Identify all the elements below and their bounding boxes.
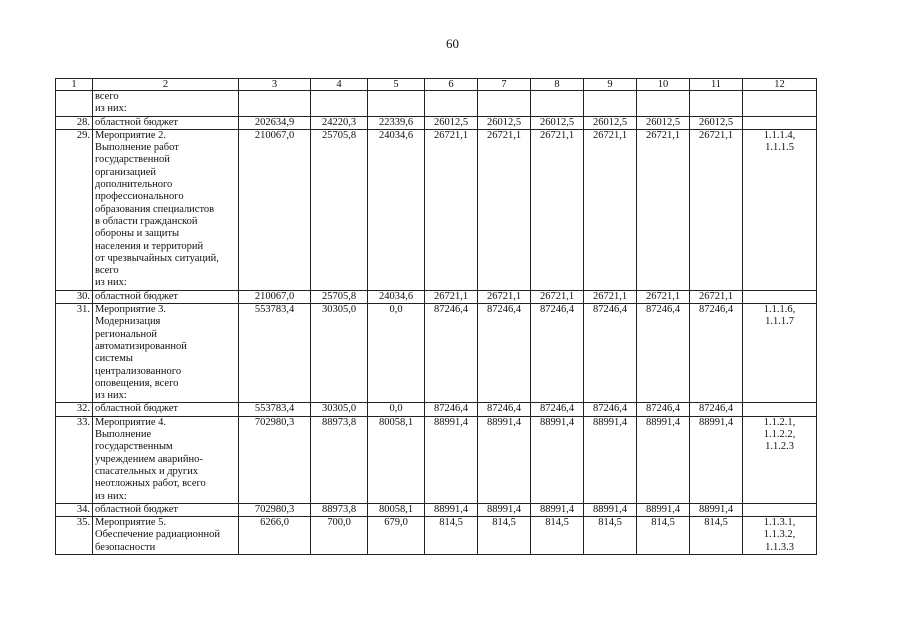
value-cell: 553783,4 (239, 403, 311, 416)
description-line: учреждением аварийно- (95, 453, 203, 465)
value-cell: 87246,4 (637, 403, 690, 416)
description-line: Мероприятие 5. (95, 517, 167, 529)
value-cell: 26721,1 (531, 290, 584, 303)
value-cell: 26721,1 (637, 129, 690, 290)
reference-cell (743, 416, 817, 503)
value-cell: 679,0 (368, 517, 425, 555)
value-cell: 814,5 (637, 517, 690, 555)
value-cell: 26721,1 (531, 129, 584, 290)
value-cell: 24220,3 (311, 116, 368, 129)
value-cell: 88991,4 (637, 416, 690, 503)
value-cell: 26721,1 (690, 290, 743, 303)
value-cell: 210067,0 (239, 129, 311, 290)
row-number: 35. (56, 517, 93, 555)
value-cell: 87246,4 (584, 304, 637, 403)
reference-line: 1.1.1.5 (765, 142, 794, 154)
description-line: областной бюджет (95, 116, 178, 128)
reference-line: 1.1.3.2, (763, 529, 796, 541)
table-row (56, 290, 817, 303)
description-line: профессионального (95, 191, 184, 203)
table-body (56, 91, 817, 555)
description-line: в области гражданской (95, 215, 198, 227)
value-cell: 88991,4 (531, 416, 584, 503)
value-cell: 87246,4 (637, 304, 690, 403)
row-description (93, 129, 239, 290)
description-line: всего (95, 265, 119, 277)
column-header: 1 (56, 79, 93, 91)
page-number: 60 (446, 36, 459, 51)
value-cell: 87246,4 (584, 403, 637, 416)
row-number: 33. (56, 416, 93, 503)
table-row (56, 304, 817, 403)
description-line: автоматизированной (95, 340, 187, 352)
header-row (56, 79, 817, 91)
value-cell: 26721,1 (425, 129, 478, 290)
value-cell: 553783,4 (239, 304, 311, 403)
description-line: спасательных и других (95, 465, 199, 477)
row-number: 28. (56, 116, 93, 129)
column-header: 6 (425, 79, 478, 91)
description-line: Мероприятие 3. (95, 304, 167, 316)
reference-cell (743, 503, 817, 516)
table-row (56, 403, 817, 416)
reference-line: 1.1.3.1, (763, 517, 796, 529)
row-description (93, 290, 239, 303)
row-number: 34. (56, 503, 93, 516)
row-number (56, 91, 93, 117)
description-line: безопасности (95, 541, 156, 553)
reference-cell (743, 517, 817, 555)
value-cell (368, 91, 425, 117)
description-line: государственной (95, 154, 170, 166)
description-line: региональной (95, 328, 157, 340)
description-line: образования специалистов (95, 203, 215, 215)
column-header: 4 (311, 79, 368, 91)
value-cell: 30305,0 (311, 304, 368, 403)
description-line: из них: (95, 277, 127, 289)
value-cell: 88991,4 (584, 503, 637, 516)
reference-cell (743, 304, 817, 403)
description-line: Выполнение работ (95, 142, 179, 154)
description-line: Выполнение (95, 429, 152, 441)
description-line: неотложных работ, всего (95, 478, 206, 490)
value-cell (584, 91, 637, 117)
reference-cell (743, 290, 817, 303)
value-cell: 26012,5 (584, 116, 637, 129)
value-cell (637, 91, 690, 117)
value-cell: 87246,4 (425, 304, 478, 403)
value-cell: 87246,4 (478, 304, 531, 403)
column-header: 9 (584, 79, 637, 91)
value-cell: 26012,5 (637, 116, 690, 129)
value-cell: 25705,8 (311, 129, 368, 290)
value-cell: 814,5 (584, 517, 637, 555)
value-cell: 88991,4 (690, 503, 743, 516)
row-number: 30. (56, 290, 93, 303)
value-cell: 700,0 (311, 517, 368, 555)
value-cell: 25705,8 (311, 290, 368, 303)
table-row (56, 416, 817, 503)
column-header: 12 (743, 79, 817, 91)
value-cell: 87246,4 (690, 304, 743, 403)
reference-line: 1.1.2.2, (763, 429, 796, 441)
row-description (93, 304, 239, 403)
row-description (93, 91, 239, 117)
value-cell: 702980,3 (239, 503, 311, 516)
row-description (93, 517, 239, 555)
reference-line: 1.1.1.7 (765, 316, 794, 328)
reference-cell (743, 403, 817, 416)
description-line: Модернизация (95, 316, 161, 328)
value-cell: 88991,4 (425, 416, 478, 503)
description-line: всего (95, 91, 119, 102)
row-number: 32. (56, 403, 93, 416)
value-cell (311, 91, 368, 117)
description-line: оповещения, всего (95, 377, 179, 389)
value-cell (239, 91, 311, 117)
row-description (93, 503, 239, 516)
description-line: организацией (95, 166, 157, 178)
value-cell: 26721,1 (478, 290, 531, 303)
value-cell: 88991,4 (478, 503, 531, 516)
description-line: областной бюджет (95, 290, 178, 302)
row-description (93, 116, 239, 129)
value-cell: 87246,4 (425, 403, 478, 416)
value-cell: 0,0 (368, 304, 425, 403)
budget-table (55, 78, 817, 555)
description-line: системы (95, 353, 133, 365)
column-header: 7 (478, 79, 531, 91)
value-cell: 88991,4 (425, 503, 478, 516)
description-line: централизованного (95, 365, 182, 377)
description-line: Мероприятие 2. (95, 129, 167, 141)
description-line: населения и территорий (95, 240, 204, 252)
description-line: из них: (95, 390, 127, 402)
row-number: 31. (56, 304, 93, 403)
table-row (56, 517, 817, 555)
description-line: Обеспечение радиационной (95, 529, 220, 541)
table-row (56, 503, 817, 516)
value-cell: 26721,1 (637, 290, 690, 303)
value-cell: 26721,1 (584, 129, 637, 290)
value-cell (690, 91, 743, 117)
value-cell: 814,5 (478, 517, 531, 555)
value-cell: 202634,9 (239, 116, 311, 129)
column-header: 2 (93, 79, 239, 91)
value-cell: 26012,5 (478, 116, 531, 129)
reference-line: 1.1.1.6, (763, 304, 796, 316)
description-line: областной бюджет (95, 403, 178, 415)
value-cell: 26012,5 (531, 116, 584, 129)
description-line: дополнительного (95, 179, 173, 191)
description-line: из них: (95, 490, 127, 502)
value-cell: 88973,8 (311, 416, 368, 503)
value-cell: 814,5 (690, 517, 743, 555)
value-cell: 88973,8 (311, 503, 368, 516)
value-cell: 26012,5 (690, 116, 743, 129)
value-cell: 24034,6 (368, 290, 425, 303)
reference-line: 1.1.2.3 (765, 441, 794, 453)
table-row (56, 129, 817, 290)
reference-line: 1.1.3.3 (765, 541, 794, 553)
description-line: Мероприятие 4. (95, 416, 167, 428)
table-row (56, 91, 817, 117)
value-cell: 87246,4 (531, 403, 584, 416)
value-cell: 30305,0 (311, 403, 368, 416)
description-line: из них: (95, 103, 127, 115)
value-cell: 0,0 (368, 403, 425, 416)
value-cell (425, 91, 478, 117)
value-cell: 88991,4 (478, 416, 531, 503)
column-header: 8 (531, 79, 584, 91)
column-header: 11 (690, 79, 743, 91)
value-cell: 24034,6 (368, 129, 425, 290)
value-cell: 88991,4 (637, 503, 690, 516)
value-cell (531, 91, 584, 117)
value-cell: 80058,1 (368, 503, 425, 516)
value-cell: 26721,1 (478, 129, 531, 290)
value-cell: 88991,4 (531, 503, 584, 516)
value-cell (478, 91, 531, 117)
reference-line: 1.1.1.4, (763, 129, 796, 141)
value-cell: 88991,4 (584, 416, 637, 503)
description-line: государственным (95, 441, 173, 453)
value-cell: 87246,4 (478, 403, 531, 416)
value-cell: 87246,4 (690, 403, 743, 416)
value-cell: 814,5 (531, 517, 584, 555)
reference-cell (743, 91, 817, 117)
table-row (56, 116, 817, 129)
reference-line: 1.1.2.1, (763, 416, 796, 428)
value-cell: 26012,5 (425, 116, 478, 129)
reference-cell (743, 129, 817, 290)
row-number: 29. (56, 129, 93, 290)
column-header: 3 (239, 79, 311, 91)
value-cell: 702980,3 (239, 416, 311, 503)
value-cell: 814,5 (425, 517, 478, 555)
row-description (93, 416, 239, 503)
value-cell: 88991,4 (690, 416, 743, 503)
row-description (93, 403, 239, 416)
value-cell: 210067,0 (239, 290, 311, 303)
reference-cell (743, 116, 817, 129)
value-cell: 6266,0 (239, 517, 311, 555)
description-line: от чрезвычайных ситуаций, (95, 252, 219, 264)
value-cell: 26721,1 (425, 290, 478, 303)
value-cell: 22339,6 (368, 116, 425, 129)
column-header: 10 (637, 79, 690, 91)
value-cell: 87246,4 (531, 304, 584, 403)
description-line: обороны и защиты (95, 228, 180, 240)
value-cell: 26721,1 (690, 129, 743, 290)
description-line: областной бюджет (95, 503, 178, 515)
value-cell: 80058,1 (368, 416, 425, 503)
value-cell: 26721,1 (584, 290, 637, 303)
column-header: 5 (368, 79, 425, 91)
